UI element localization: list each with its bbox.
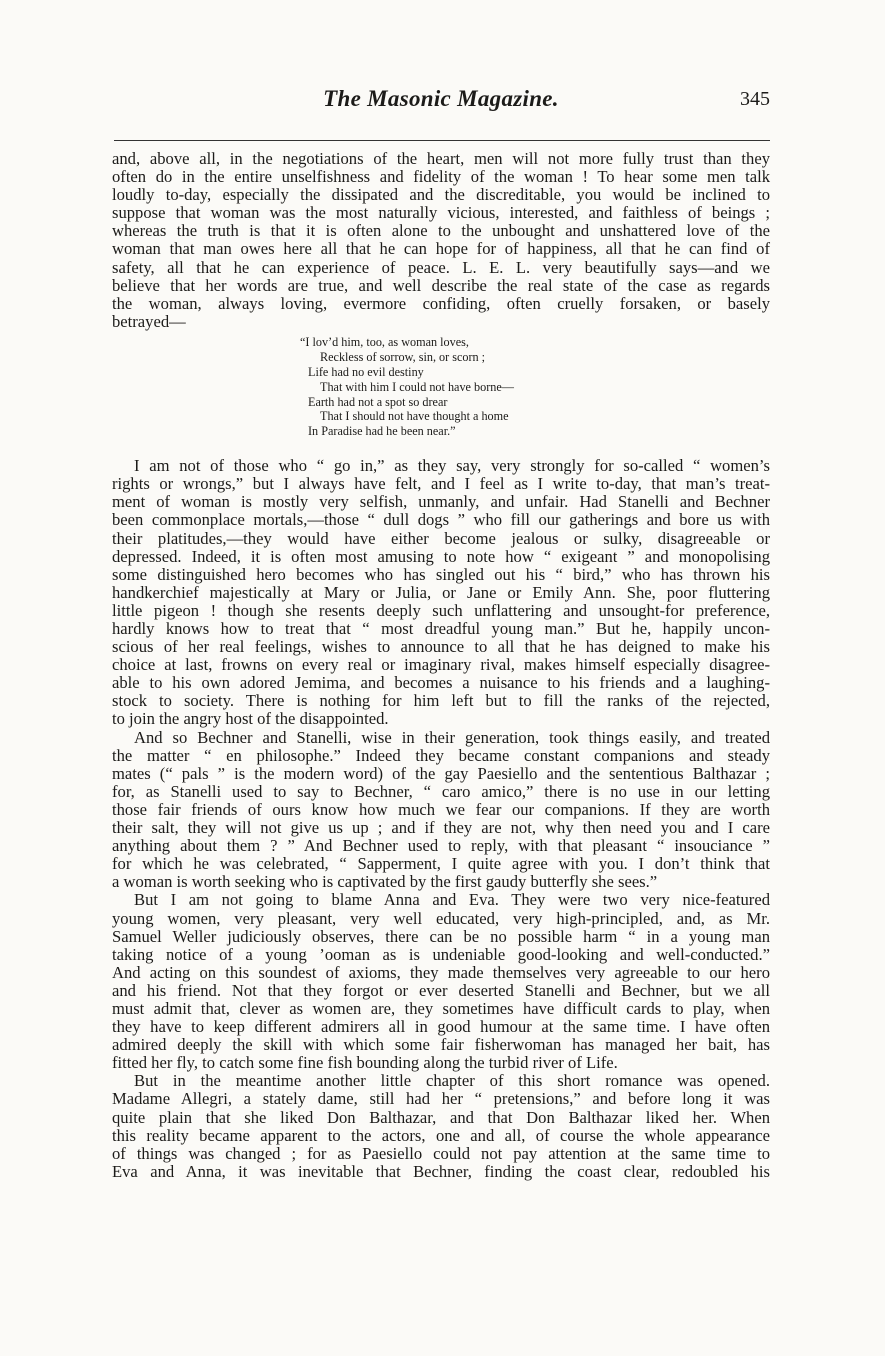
text-line: Eva and Anna, it was inevitable that Bechner, finding the coast clear, redoubled his — [112, 1161, 770, 1181]
poem-line: Earth had not a spot so drear — [308, 394, 448, 409]
text-line: little pigeon ! though she resents deeply such unflattering and unsought-for preference, — [112, 600, 770, 620]
text-line: hardly knows how to treat that “ most dreadful young man.” But he, happily uncon- — [112, 619, 770, 639]
text-line: believe that her words are true, and well describe the real state of the case as regards — [112, 275, 770, 295]
text-line: their platitudes,—they would have either become jealous or sulky, disagreeable or — [112, 528, 770, 548]
text-line: taking notice of a young ’ooman as is undeniable good-looking and well-conducted.” — [112, 944, 770, 964]
text-line: handkerchief majestically at Mary or Julia, or Jane or Emily Ann. She, poor fluttering — [112, 582, 770, 602]
text-line: their salt, they will not give us up ; and if they are not, why then need you and I care — [112, 818, 770, 838]
text-line: I am not of those who “ go in,” as they say, very strongly for so-called “ women’s — [134, 456, 770, 476]
text-line: some distinguished hero becomes who has singled out his “ bird,” who has thrown his — [112, 564, 770, 584]
poem-line: “I lov’d him, too, as woman loves, — [300, 334, 469, 349]
paragraph-3 — [112, 729, 770, 892]
page-number: 345 — [740, 88, 770, 110]
text-line: betrayed— — [112, 311, 186, 331]
text-line: fitted her fly, to catch some fine fish bounding along the turbid river of Life. — [112, 1053, 618, 1073]
text-line: loudly to-day, especially the dissipated and the discreditable, you would be inclined to — [112, 185, 770, 205]
text-line: and, above all, in the negotiations of the heart, men will not more fully trust than they — [112, 149, 770, 168]
text-line: stock to society. There is nothing for him left but to fill the ranks of the rejected, — [112, 691, 770, 711]
article-body — [112, 150, 770, 1181]
poem-quote — [300, 335, 770, 439]
text-line: the woman, always loving, evermore confiding, often cruelly forsaken, or basely — [112, 293, 770, 313]
text-line: depressed. Indeed, it is often most amusing to note how “ exigeant ” and monopolising — [112, 546, 770, 566]
text-line: choice at last, frowns on every real or imaginary rival, makes himself especially disagree- — [112, 655, 770, 675]
spacer — [112, 439, 770, 457]
text-line: But in the meantime another little chapter of this short romance was opened. — [134, 1071, 770, 1091]
text-line: been commonplace mortals,—those “ dull dogs ” who fill our gatherings and bore us with — [112, 510, 770, 530]
poem-line: That I should not have thought a home — [320, 409, 509, 424]
text-line: suppose that woman was the most naturally vicious, interested, and faithless of beings ; — [112, 203, 770, 223]
text-line: those fair friends of ours know how much we fear our companions. If they are worth — [112, 799, 770, 819]
text-line: must admit that, clever as women are, they sometimes have difficult cards to play, when — [112, 998, 770, 1018]
text-line: And so Bechner and Stanelli, wise in their generation, took things easily, and treated — [134, 727, 770, 747]
poem-line: Reckless of sorrow, sin, or scorn ; — [320, 349, 486, 364]
text-line: But I am not going to blame Anna and Eva. They were two very nice-featured — [134, 890, 770, 910]
text-line: often do in the entire unselfishness and fidelity of the woman ! To hear some men talk — [112, 167, 770, 187]
text-line: safety, all that he can experience of peace. L. E. L. very beautifully says—and we — [112, 257, 770, 277]
paragraph-5 — [112, 1072, 770, 1181]
text-line: for, as Stanelli used to say to Bechner, “ caro amico,” there is no use in our letting — [112, 781, 770, 801]
text-line: for which he was celebrated, “ Sapperment, I quite agree with you. I don’t think that — [112, 854, 770, 874]
text-line: scious of her real feelings, wishes to announce to all that he has deigned to make his — [112, 637, 770, 657]
text-line: to join the angry host of the disappointed. — [112, 709, 389, 729]
text-line: and his friend. Not that they forgot or ever deserted Stanelli and Bechner, but we all — [112, 980, 770, 1000]
text-line: the matter “ en philosophe.” Indeed they became constant companions and steady — [112, 745, 770, 765]
paragraph-2 — [112, 457, 770, 728]
text-line: ment of woman is mostly very selfish, unmanly, and unfair. Had Stanelli and Bechner — [112, 492, 770, 512]
text-line: anything about them ? ” And Bechner used to reply, with that pleasant “ insouciance ” — [112, 836, 770, 856]
paragraph-1 — [112, 150, 770, 331]
text-line: Samuel Weller judiciously observes, there can be no possible harm “ in a young man — [112, 926, 770, 946]
text-line: this reality became apparent to the actors, one and all, of course the whole appearance — [112, 1125, 770, 1145]
page-header — [112, 86, 770, 116]
text-line: rights or wrongs,” but I always have felt, and I feel as I write to-day, that man’s treat- — [112, 474, 770, 494]
text-line: a woman is worth seeking who is captivated by the first gaudy butterfly she sees.” — [112, 872, 658, 892]
poem-line: In Paradise had he been near.” — [308, 424, 456, 439]
header-rule — [114, 140, 770, 141]
text-line: young women, very pleasant, very well educated, very high-principled, and, as Mr. — [112, 908, 770, 928]
text-line: they have to keep different admirers all in good humour at the same time. I have often — [112, 1017, 770, 1037]
text-line: Madame Allegri, a stately dame, still had her “ pretensions,” and before long it was — [112, 1089, 770, 1109]
running-title: The Masonic Magazine. — [323, 86, 559, 111]
text-line: whereas the truth is that it is often alone to the unbought and unshattered love of the — [112, 221, 770, 241]
text-line: admired deeply the skill with which some fair fisherwoman has managed her bait, has — [112, 1035, 770, 1055]
text-line: woman that man owes here all that he can hope for of happiness, all that he can find of — [112, 239, 770, 259]
poem-line: Life had no evil destiny — [308, 364, 424, 379]
text-line: quite plain that she liked Don Balthazar, and that Don Balthazar liked her. When — [112, 1107, 770, 1127]
poem-line: That with him I could not have borne— — [320, 379, 514, 394]
text-line: mates (“ pals ” is the modern word) of the gay Paesiello and the sententious Balthazar ; — [112, 763, 770, 783]
paragraph-4 — [112, 891, 770, 1072]
text-line: able to his own adored Jemima, and becomes a nuisance to his friends and a laughing- — [112, 673, 770, 693]
text-line: And acting on this soundest of axioms, they made themselves very agreeable to our hero — [112, 962, 770, 982]
text-line: of things was changed ; for as Paesiello could not pay attention at the same time to — [112, 1143, 770, 1163]
